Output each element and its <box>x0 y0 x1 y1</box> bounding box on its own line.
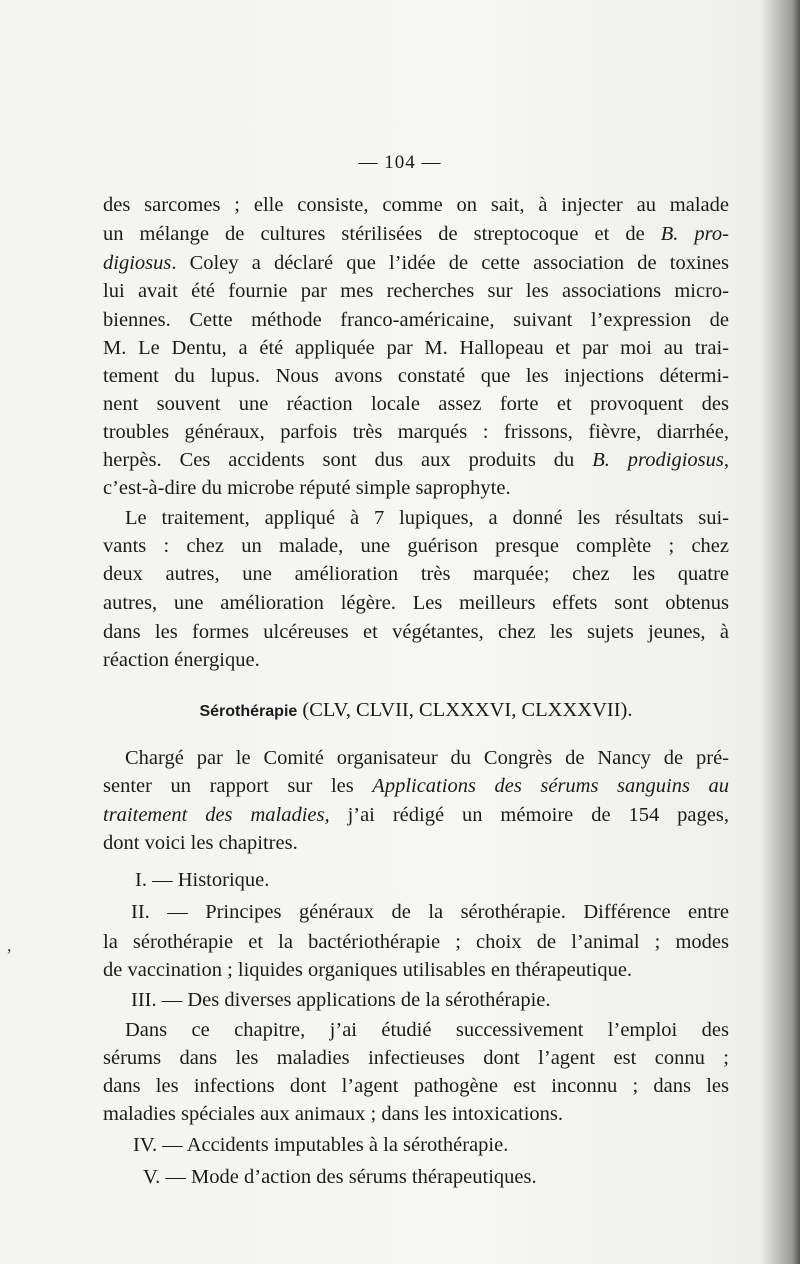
text-segment: III. — Des diverses applications de la sérothérapie. <box>131 989 551 1011</box>
text-line <box>103 1073 729 1099</box>
italic-text: B. prodigiosus <box>592 449 724 471</box>
text-line <box>103 192 729 218</box>
text-segment: réaction énergique. <box>103 649 260 671</box>
text-line <box>103 957 729 983</box>
text-segment: nent souvent une réaction locale assez forte et provoquent des <box>103 393 729 415</box>
text-line <box>131 987 729 1013</box>
section-heading <box>103 697 729 725</box>
text-line <box>103 391 729 417</box>
text-line <box>125 1017 729 1043</box>
text-segment: M. Le Dentu, a été appliquée par M. Hallopeau et par moi au trai- <box>103 337 729 359</box>
text-line <box>135 867 729 893</box>
text-line <box>103 447 729 473</box>
text-line <box>103 363 729 389</box>
text-line <box>125 745 729 771</box>
text-line <box>103 278 729 304</box>
text-line <box>103 929 729 955</box>
page-number: — 104 — <box>358 152 442 173</box>
text-line <box>103 1101 729 1127</box>
text-line <box>103 475 729 501</box>
text-segment: I. — Historique. <box>135 869 270 891</box>
text-segment: de vaccination ; liquides organiques utilisables en thérapeutique. <box>103 959 633 981</box>
text-line <box>103 590 729 616</box>
text-segment: c’est-à-dire du microbe réputé simple saprophyte. <box>103 477 511 499</box>
italic-text: digiosus <box>103 252 172 274</box>
text-line <box>103 1045 729 1071</box>
italic-text: B. pro- <box>660 223 729 245</box>
text-segment: II. — Principes généraux de la sérothérapie. Différence entre <box>131 901 729 923</box>
text-line <box>103 561 729 587</box>
section-heading-title: Sérothérapie <box>199 703 298 720</box>
text-segment: un mélange de cultures stérilisées de streptocoque et de <box>103 223 661 245</box>
text-segment: la sérothérapie et la bactériothérapie ; choix de l’animal ; modes <box>103 931 729 953</box>
text-line <box>133 1132 729 1158</box>
text-segment: herpès. Ces accidents sont dus aux produits du <box>103 449 593 471</box>
text-segment: senter un rapport sur les <box>103 775 373 797</box>
text-line <box>103 802 729 828</box>
text-segment: biennes. Cette méthode franco-américaine, suivant l’expression de <box>103 309 729 331</box>
text-segment: dans les infections dont l’agent pathogène est inconnu ; dans les <box>103 1075 729 1097</box>
text-segment: troubles généraux, parfois très marqués : frissons, fièvre, diarrhée, <box>103 421 729 443</box>
text-line <box>103 307 729 333</box>
text-segment: dans les formes ulcéreuses et végétantes, chez les sujets jeunes, à <box>103 621 729 643</box>
text-segment: deux autres, une amélioration très marquée; chez les quatre <box>103 563 729 585</box>
stray-mark: , <box>7 935 12 955</box>
text-segment: V. — Mode d’action des sérums thérapeutiques. <box>143 1166 537 1188</box>
text-line <box>103 830 729 856</box>
text-segment: Le traitement, appliqué à 7 lupiques, a donné les résultats sui- <box>125 507 729 529</box>
italic-text: traitement des maladies, <box>103 804 330 826</box>
text-segment: maladies spéciales aux animaux ; dans les intoxications. <box>103 1103 563 1125</box>
text-segment: j’ai rédigé un mémoire de 154 pages, <box>329 804 729 826</box>
text-segment: dont voici les chapitres. <box>103 832 298 854</box>
text-line <box>103 419 729 445</box>
text-line <box>103 533 729 559</box>
text-segment: Dans ce chapitre, j’ai étudié successivement l’emploi des <box>125 1019 729 1041</box>
text-line <box>103 335 729 361</box>
text-line <box>103 647 729 673</box>
text-line <box>103 619 729 645</box>
text-line <box>143 1164 729 1190</box>
text-line <box>103 221 729 247</box>
text-segment: sérums dans les maladies infectieuses dont l’agent est connu ; <box>103 1047 729 1069</box>
text-segment: . Coley a déclaré que l’idée de cette association de toxines <box>171 252 729 274</box>
text-line <box>103 250 729 276</box>
text-segment: Chargé par le Comité organisateur du Congrès de Nancy de pré- <box>125 747 729 769</box>
text-segment: lui avait été fournie par mes recherches sur les associations micro- <box>103 280 729 302</box>
text-segment: des sarcomes ; elle consiste, comme on sait, à injecter au malade <box>103 194 729 216</box>
text-segment: vants : chez un malade, une guérison presque complète ; chez <box>103 535 729 557</box>
text-segment: IV. — Accidents imputables à la sérothérapie. <box>133 1134 509 1156</box>
text-line <box>131 899 729 925</box>
italic-text: Applications des sérums sanguins au <box>372 775 729 797</box>
text-segment: , <box>723 449 729 471</box>
section-heading-refs: (CLV, CLVII, CLXXXVI, CLXXXVII). <box>297 699 633 721</box>
text-segment: tement du lupus. Nous avons constaté que les injections détermi- <box>103 365 729 387</box>
text-line <box>103 773 729 799</box>
text-segment: autres, une amélioration légère. Les meilleurs effets sont obtenus <box>103 592 729 614</box>
text-line <box>125 505 729 531</box>
